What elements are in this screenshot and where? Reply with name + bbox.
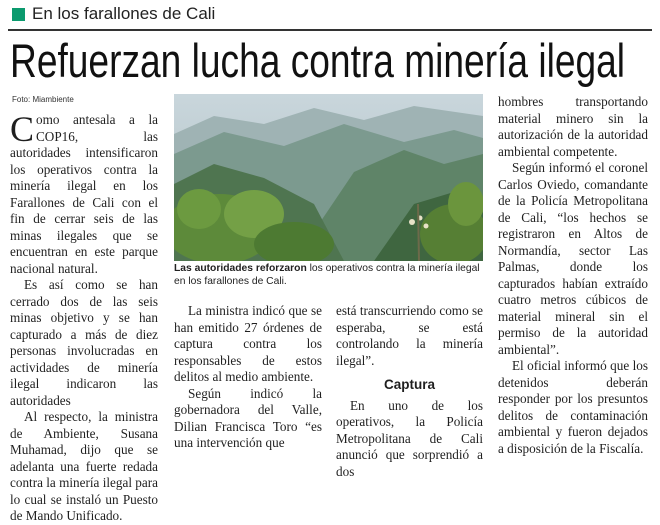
mountain-photo xyxy=(174,94,483,261)
kicker-square-icon xyxy=(12,8,25,21)
paragraph: está transcurriendo como se esperaba, se está controlando la minería ilegal”. xyxy=(336,303,483,368)
paragraph: Según indicó la gobernadora del Valle, Dilian Francisca Toro “es una intervención que xyxy=(174,385,322,450)
kicker-text: En los farallones de Cali xyxy=(32,4,216,23)
column-1 xyxy=(10,109,158,525)
paragraph: La ministra indicó que se han emitido 27 órdenes de captura contra los responsables de estos delitos al medio ambiente. xyxy=(174,303,322,384)
paragraph-text: omo antesala a la COP16, las autoridades intensificaron los operativos contra la minería ilegal en los Farallones de Cali con el fin de cerrar seis de las minas ilegales que se encuentran en este parque nacional natural. xyxy=(10,112,158,276)
paragraph: Según informó el coronel Carlos Oviedo, comandante de la Policía Metropolitana de Cali, “los hechos se registraron en Altos de Normandía, sector Las Palmas, donde los capturados habían extraído cuatro metros cúbicos de material mineral sin el permiso de la autoridad ambiental”. xyxy=(498,160,648,357)
paragraph: Al respecto, la ministra de Ambiente, Susana Muhamad, dijo que se adelanta una fuerte redada contra la minería ilegal para lo cual se instaló un Puesto de Mando Unificado. xyxy=(10,409,158,523)
paragraph: En uno de los operativos, la Policía Metropolitana de Cali anunció que sorprendió a dos xyxy=(336,397,483,479)
paragraph: El oficial informó que los detenidos deberán responder por los presuntos delitos de contaminación ambiental y fueron dejados a disposición de la Fiscalía. xyxy=(498,358,648,456)
headline: Refuerzan lucha contra minería ilegal xyxy=(10,34,626,87)
paragraph: hombres transportando material minero sin la autorización de la autoridad ambiental competente. xyxy=(498,94,648,159)
paragraph: Es así como se han cerrado dos de las seis minas objetivo y se han capturado a más de diez personas involucradas en actividades de minería ilegal indicaron las autoridades xyxy=(10,277,158,408)
section-kicker xyxy=(12,3,215,25)
header-rule xyxy=(8,29,652,31)
subhead: Captura xyxy=(383,377,435,392)
caption-text: los operativos contra la minería ilegal en los farallones de Cali. xyxy=(174,263,480,287)
paragraph xyxy=(10,109,158,277)
drop-cap: C xyxy=(10,109,35,149)
caption-lead: Las autoridades reforzaron xyxy=(174,263,307,274)
column-4 xyxy=(498,94,648,457)
column-2 xyxy=(174,303,322,452)
photo-caption xyxy=(174,263,483,288)
column-3 xyxy=(336,303,483,480)
photo-credit: Foto: Miambiente xyxy=(12,95,74,104)
